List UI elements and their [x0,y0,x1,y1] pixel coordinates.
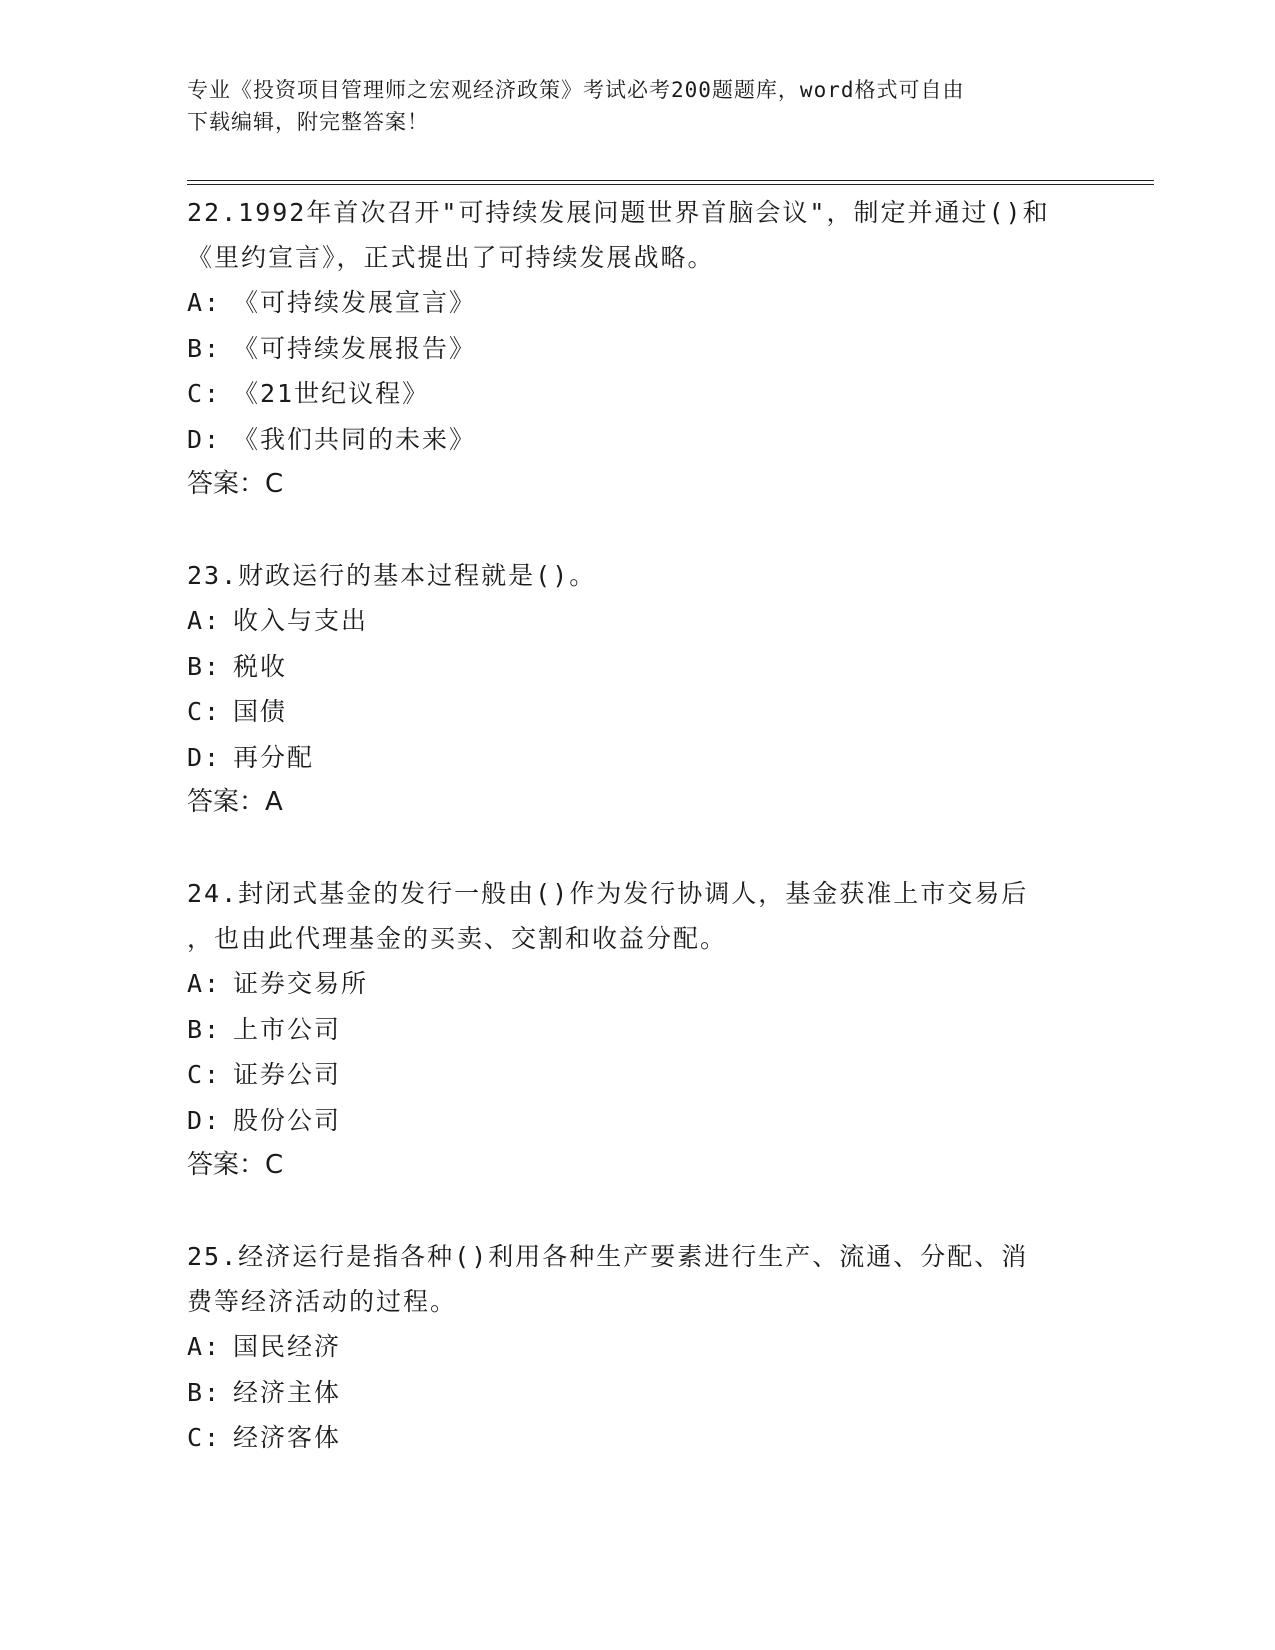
option-a [187,961,1087,1007]
spacer [187,825,1087,871]
option-letter: A: [187,288,222,317]
document-header [187,74,1067,138]
option-letter: C: [187,379,222,408]
option-text: 经济主体 [233,1377,342,1407]
question-list [187,190,1087,1461]
option-text: 证券公司 [233,1060,342,1089]
question-23 [187,553,1087,825]
option-letter: B: [187,651,222,681]
option-letter: C: [187,1423,222,1452]
option-d [187,1098,1087,1144]
option-letter: C: [187,697,222,726]
question-text-line: 费等经济活动的过程。 [187,1287,458,1316]
option-a [187,280,1087,326]
option-letter: A: [187,1332,222,1361]
question-25 [187,1234,1087,1461]
header-line-2: 下载编辑，附完整答案！ [187,110,429,134]
option-text: 《可持续发展宣言》 [233,288,477,317]
spacer [187,1188,1087,1234]
option-letter: D: [187,1105,222,1135]
option-text: 证券交易所 [233,969,369,998]
question-text-line: 24.封闭式基金的发行一般由()作为发行协调人，基金获准上市交易后 [187,879,1029,908]
option-c [187,1415,1087,1461]
option-text: 国民经济 [233,1332,342,1361]
option-d [187,735,1087,781]
option-letter: B: [187,1014,222,1044]
option-text: 《21世纪议程》 [233,379,430,408]
header-divider-top [187,180,1154,181]
option-b [187,1370,1087,1416]
header-line-1: 专业《投资项目管理师之宏观经济政策》考试必考200题题库，word格式可自由 [187,78,965,102]
question-text-line: ，也由此代理基金的买卖、交割和收益分配。 [187,924,728,953]
spacer [187,507,1087,553]
question-text-line: 25.经济运行是指各种()利用各种生产要素进行生产、流通、分配、消 [187,1242,1029,1271]
option-letter: D: [187,742,222,772]
option-text: 上市公司 [233,1014,342,1044]
option-text: 经济客体 [233,1423,342,1452]
answer-line: 答案：C [187,1150,284,1180]
option-text: 税收 [233,651,288,681]
option-a [187,598,1087,644]
option-b [187,1007,1087,1053]
option-text: 《可持续发展报告》 [233,333,477,363]
option-c [187,1052,1087,1098]
option-text: 股份公司 [233,1105,342,1135]
option-b [187,326,1087,372]
option-b [187,644,1087,690]
question-text-line: 《里约宣言》，正式提出了可持续发展战略。 [187,243,715,272]
option-c [187,371,1087,417]
option-text: 国债 [233,697,288,726]
option-letter: B: [187,333,222,363]
option-text: 收入与支出 [233,606,369,635]
option-letter: B: [187,1377,222,1407]
option-letter: A: [187,969,222,998]
option-text: 再分配 [233,742,315,772]
question-24 [187,871,1087,1188]
question-text-line: 22.1992年首次召开"可持续发展问题世界首脑会议"，制定并通过()和 [187,198,1050,227]
option-letter: A: [187,606,222,635]
option-text: 《我们共同的未来》 [233,424,477,454]
option-a [187,1324,1087,1370]
option-d [187,417,1087,463]
header-divider-bottom [187,184,1154,185]
answer-line: 答案：C [187,469,284,499]
option-letter: C: [187,1060,222,1089]
question-22 [187,190,1087,507]
option-c [187,689,1087,735]
answer-line: 答案：A [187,787,283,817]
option-letter: D: [187,424,222,454]
question-text-line: 23.财政运行的基本过程就是()。 [187,561,597,590]
